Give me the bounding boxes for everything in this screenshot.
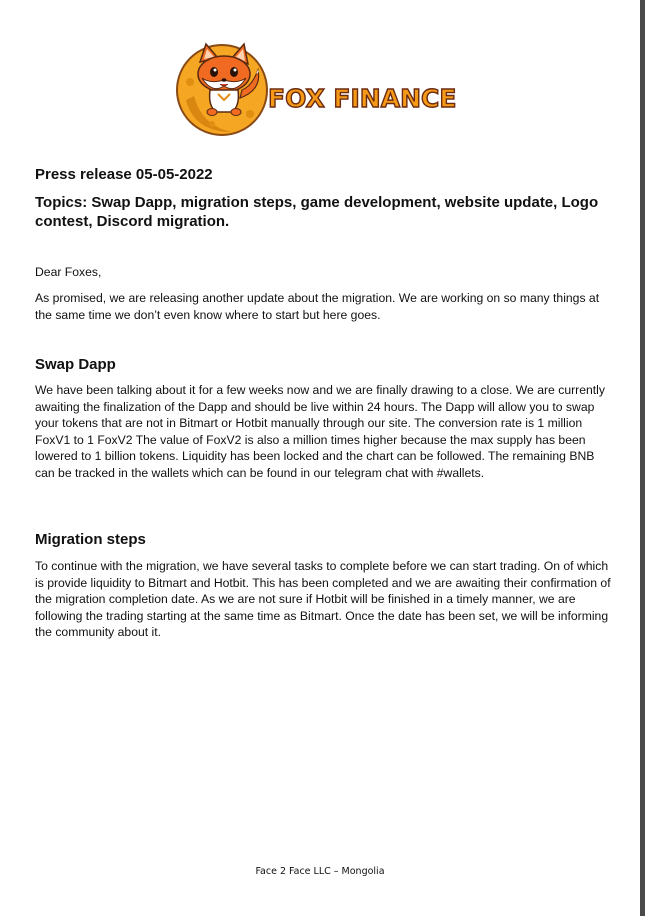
- section-title-migration-steps: Migration steps: [35, 531, 146, 548]
- section-body-swap-dapp: We have been talking about it for a few weeks now and we are finally drawing to a close. We are currently awaiting the finalization of the Dapp and should be live within 24 hours. The Dapp will allow you to swap your tokens that are not in Bitmart or Hotbit manually through our site. The conversion rate is 1 million FoxV1 to 1 FoxV2 The value of FoxV2 is also a million times higher because the max supply has been lowered to 1 billion tokens. Liquidity has been locked and the chart can be followed. The remaining BNB can be tracked in the wallets which can be found in our telegram chat with #wallets.: [35, 383, 605, 480]
- intro-paragraph: As promised, we are releasing another update about the migration. We are working on so many things at the same time we don’t even know where to start but here goes.: [35, 291, 600, 322]
- section-title-swap-dapp: Swap Dapp: [35, 356, 116, 373]
- fox-finance-logo: [172, 40, 472, 138]
- section-body-migration-steps: To continue with the migration, we have several tasks to complete before we can start trading. On of which is provide liquidity to Bitmart and Hotbit. This has been completed and we are awaiting their confirmation of the migration completion date. As we are not sure if Hotbit will be finished in a timely manner, we are following the trading starting at the same time as Bitmart. Once the date has been set, we will be informing the community about it.: [35, 559, 611, 640]
- page-edge-border: [640, 0, 645, 916]
- greeting: Dear Foxes,: [35, 265, 102, 279]
- logo-wordmark: FOX FINANCE: [268, 84, 457, 113]
- page-footer: Face 2 Face LLC – Mongolia: [255, 866, 385, 877]
- fox-moon-mascot-icon: [172, 40, 272, 138]
- press-release-date: Press release 05-05-2022: [35, 166, 213, 183]
- topics-heading: Topics: Swap Dapp, migration steps, game development, website update, Logo contest, Discord migration.: [35, 194, 599, 230]
